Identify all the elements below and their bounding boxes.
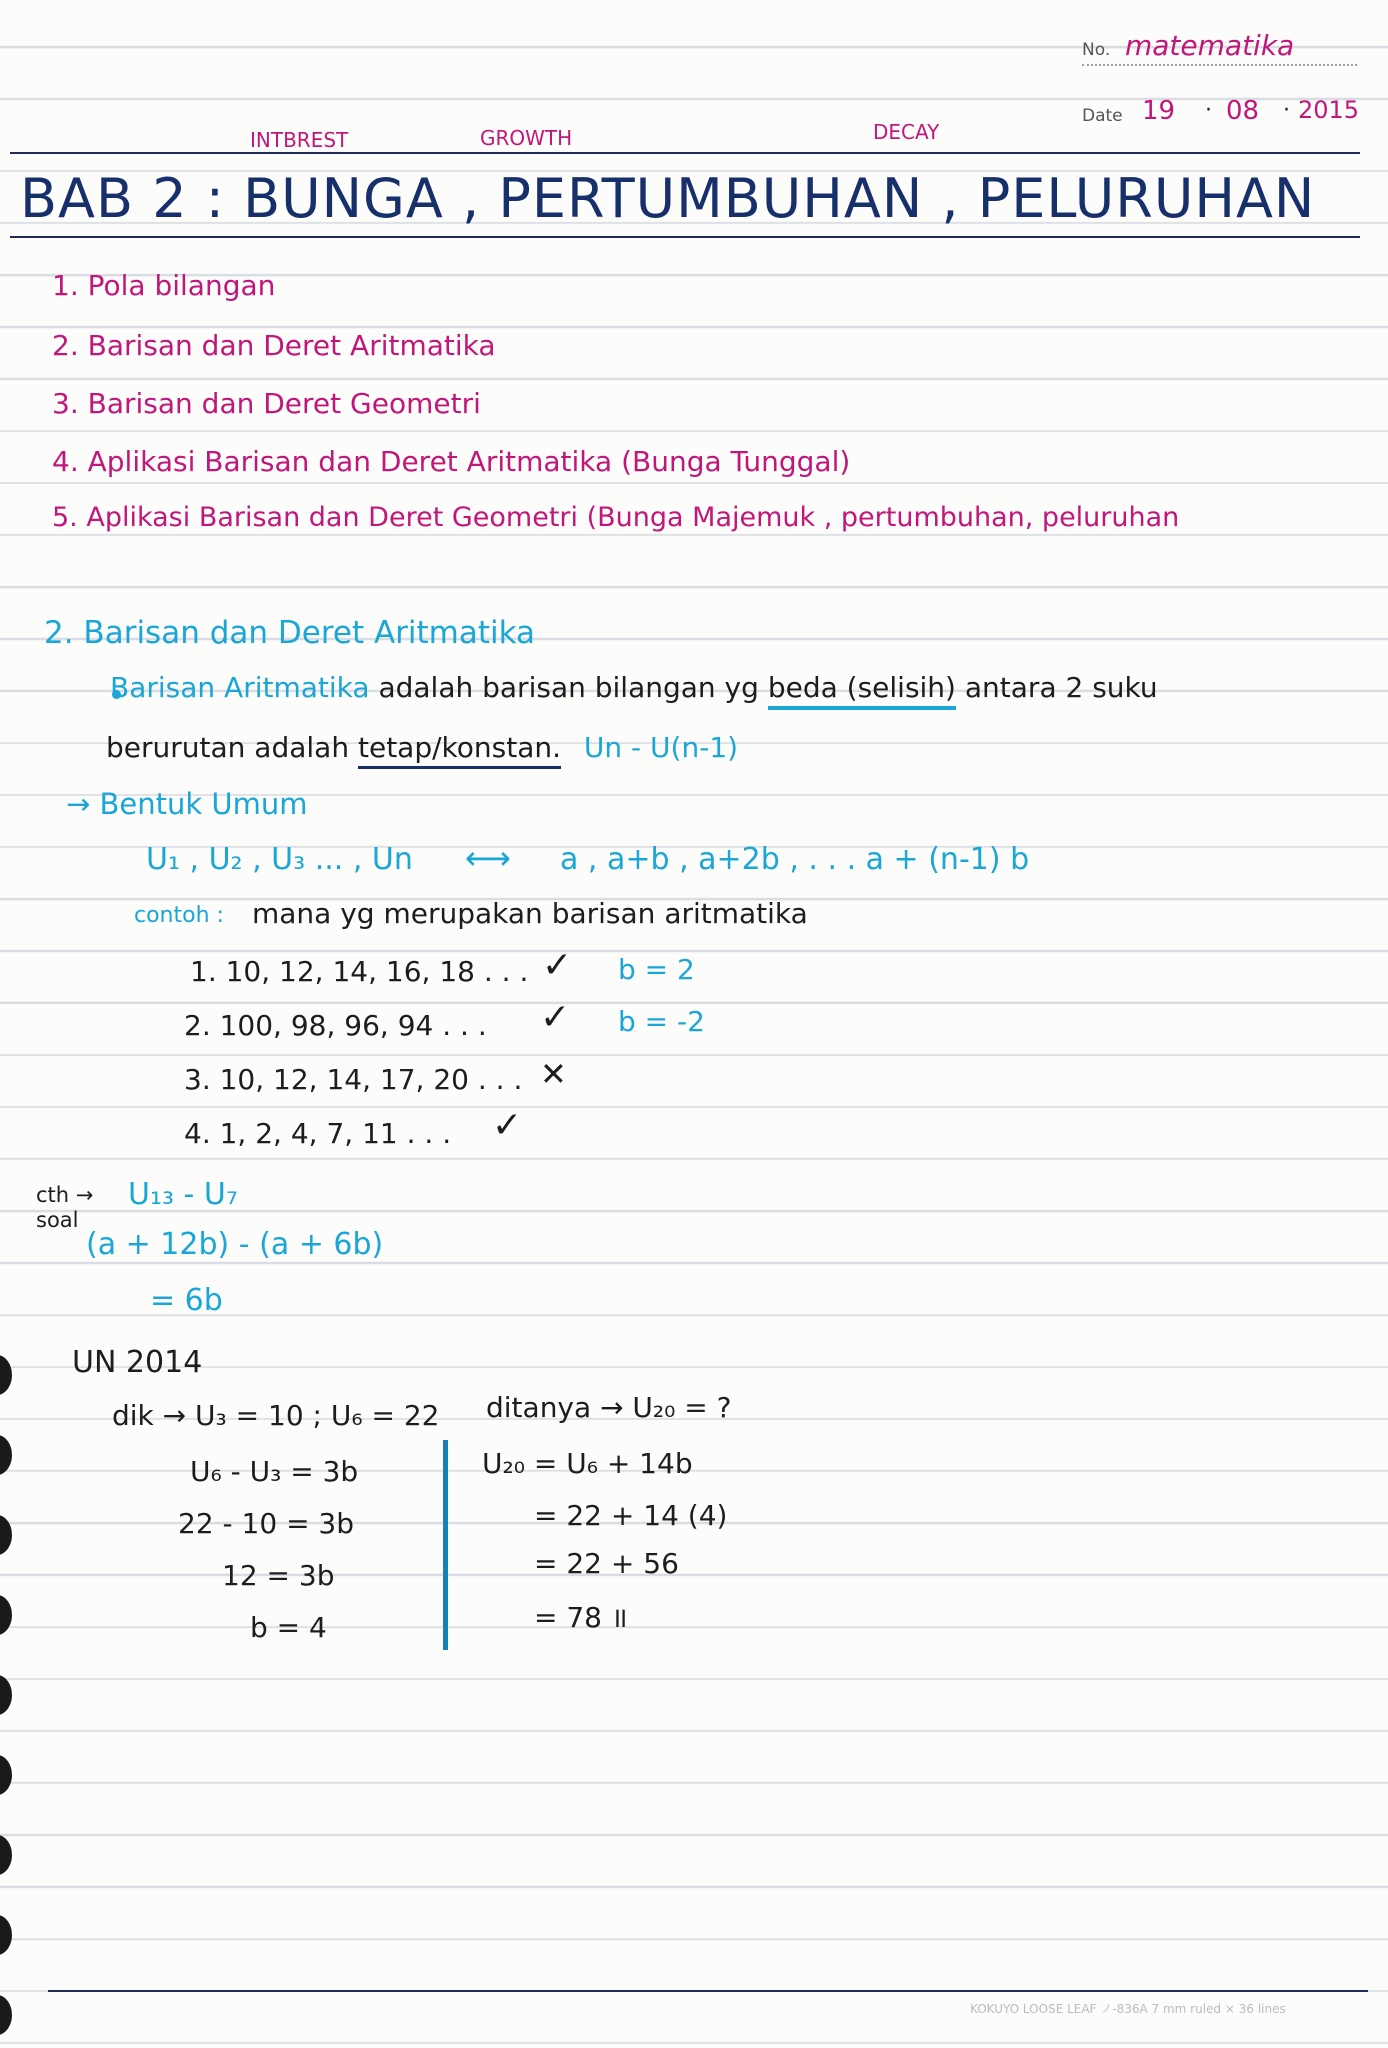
solution-divider	[443, 1440, 448, 1650]
left-step-4: b = 4	[250, 1611, 327, 1644]
definition-line-1	[110, 671, 1158, 704]
no-dotted-line	[1082, 64, 1357, 66]
example-1-note: b = 2	[618, 953, 695, 986]
example-2-note: b = -2	[618, 1005, 705, 1038]
soal-line-1: U₁₃ - U₇	[128, 1177, 238, 1212]
date-sep-1: ·	[1205, 98, 1212, 123]
no-label: No.	[1082, 40, 1111, 60]
definition-text-2: antara 2 suku	[964, 671, 1158, 704]
ditanya-line: ditanya → U₂₀ = ?	[486, 1391, 732, 1424]
label-decay: DECAY	[873, 120, 940, 144]
bentuk-umum-label: → Bentuk Umum	[66, 787, 308, 821]
definition-term: Barisan Aritmatika	[110, 671, 370, 704]
title-top-rule	[10, 152, 1360, 154]
cross-icon: ✕	[540, 1055, 567, 1093]
footer-rule	[48, 1990, 1368, 1992]
bentuk-umum-left: U₁ , U₂ , U₃ ... , Un	[146, 842, 413, 877]
toc-item-2: 2. Barisan dan Deret Aritmatika	[52, 329, 496, 362]
toc-item-1: 1. Pola bilangan	[52, 269, 276, 302]
definition-text-3: berurutan adalah	[106, 731, 350, 764]
left-step-2: 22 - 10 = 3b	[178, 1507, 355, 1540]
definition-tetap: tetap/konstan.	[358, 731, 561, 769]
example-3: 3. 10, 12, 14, 17, 20 . . .	[184, 1063, 523, 1096]
contoh-text: mana yg merupakan barisan aritmatika	[252, 897, 808, 930]
date-sep-2: ·	[1283, 98, 1290, 123]
toc-item-4: 4. Aplikasi Barisan dan Deret Aritmatika (Bunga Tunggal)	[52, 445, 851, 478]
date-month: 08	[1226, 96, 1260, 126]
soal-line-2: (a + 12b) - (a + 6b)	[86, 1227, 384, 1262]
section-heading: 2. Barisan dan Deret Aritmatika	[44, 615, 536, 651]
toc-item-3: 3. Barisan dan Deret Geometri	[52, 387, 481, 420]
check-icon: ✓	[542, 945, 573, 986]
date-label: Date	[1082, 106, 1123, 126]
check-icon: ✓	[540, 997, 571, 1038]
definition-formula: Un - U(n-1)	[583, 731, 739, 764]
date-day: 19	[1142, 96, 1176, 126]
right-step-1: U₂₀ = U₆ + 14b	[482, 1447, 693, 1480]
check-icon: ✓	[492, 1105, 523, 1146]
left-step-1: U₆ - U₃ = 3b	[190, 1455, 359, 1488]
bentuk-umum-right: a , a+b , a+2b , . . . a + (n-1) b	[560, 842, 1030, 877]
chapter-title: BAB 2 : BUNGA , PERTUMBUHAN , PELURUHAN	[20, 167, 1316, 230]
un-label: UN 2014	[72, 1345, 203, 1380]
footer-brand: KOKUYO LOOSE LEAF ノ-836A 7 mm ruled × 36 lines	[970, 2002, 1286, 2016]
example-2: 2. 100, 98, 96, 94 . . .	[184, 1009, 487, 1042]
example-1: 1. 10, 12, 14, 16, 18 . . .	[190, 955, 529, 988]
label-growth: GROWTH	[480, 126, 573, 150]
right-step-3: = 22 + 56	[534, 1547, 679, 1580]
label-interest: INTBREST	[250, 128, 349, 152]
definition-beda: beda (selisih)	[768, 671, 956, 710]
bentuk-umum-arrow: ⟷	[465, 839, 511, 877]
contoh-label: contoh :	[134, 903, 224, 928]
date-year: 2015	[1298, 96, 1360, 124]
right-step-2: = 22 + 14 (4)	[534, 1499, 728, 1532]
example-4: 4. 1, 2, 4, 7, 11 . . .	[184, 1117, 452, 1150]
soal-line-3: = 6b	[150, 1283, 223, 1318]
right-step-4: = 78 ॥	[534, 1601, 628, 1634]
definition-text-1: adalah barisan bilangan yg	[378, 671, 759, 704]
left-step-3: 12 = 3b	[222, 1559, 335, 1592]
toc-item-5: 5. Aplikasi Barisan dan Deret Geometri (Bunga Majemuk , pertumbuhan, peluruhan	[52, 502, 1180, 533]
soal-label-1: cth →	[36, 1183, 94, 1207]
title-bottom-rule	[10, 236, 1360, 238]
definition-line-2	[106, 731, 739, 764]
dik-line: dik → U₃ = 10 ; U₆ = 22	[112, 1399, 440, 1432]
subject-name: matematika	[1125, 29, 1295, 62]
soal-label-2: soal	[36, 1208, 79, 1232]
